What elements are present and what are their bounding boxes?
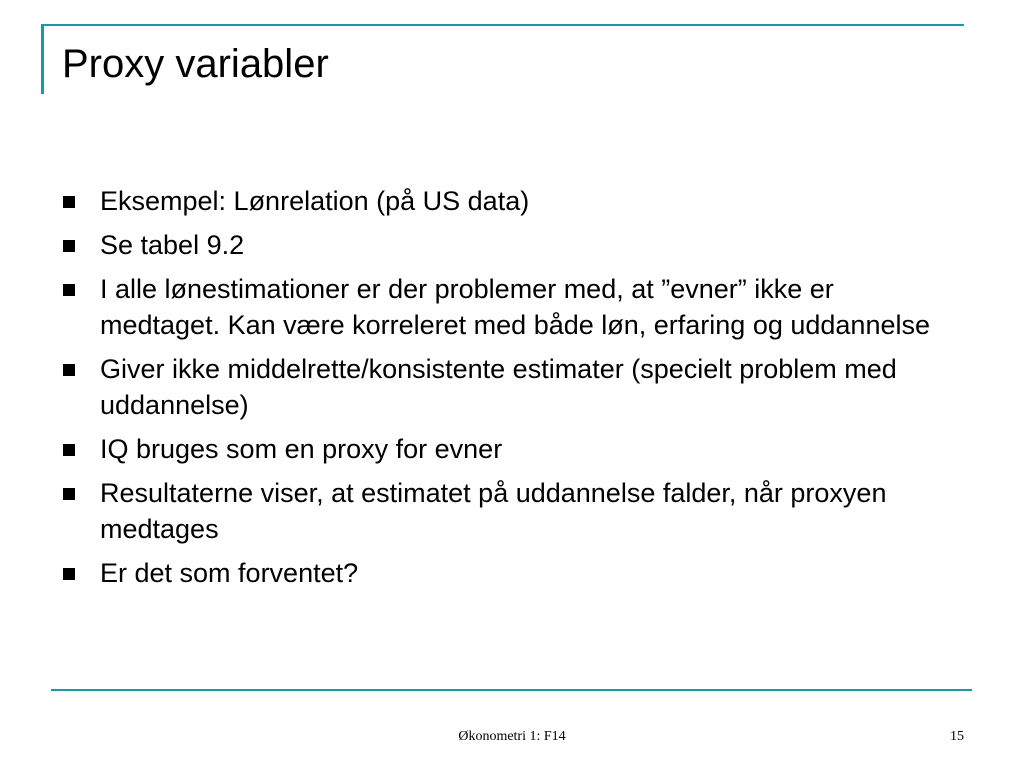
bullet-item [60, 475, 940, 547]
bullet-item [60, 227, 940, 263]
bullet-list [60, 183, 940, 599]
bullet-text: Giver ikke middelrette/konsistente estimater (specielt problem med uddannelse) [100, 354, 897, 420]
square-bullet-icon [63, 284, 75, 296]
bullet-item [60, 271, 940, 343]
square-bullet-icon [63, 444, 75, 456]
square-bullet-icon [63, 196, 75, 208]
bullet-item [60, 431, 940, 467]
page-number: 15 [950, 729, 964, 744]
slide-title: Proxy variabler [62, 42, 329, 86]
bullet-text: Se tabel 9.2 [100, 230, 245, 260]
title-accent-line-vertical [41, 24, 44, 94]
square-bullet-icon [63, 364, 75, 376]
bullet-text: I alle lønestimationer er der problemer med, at ”evner” ikke er medtaget. Kan være korreleret med både løn, erfaring og uddannelse [100, 274, 930, 340]
square-bullet-icon [63, 488, 75, 500]
bullet-text: Resultaterne viser, at estimatet på uddannelse falder, når proxyen medtages [100, 478, 887, 544]
bullet-item [60, 183, 940, 219]
square-bullet-icon [63, 240, 75, 252]
footer-divider [51, 689, 972, 691]
bullet-text: Er det som forventet? [100, 558, 359, 588]
bullet-text: Eksempel: Lønrelation (på US data) [100, 186, 530, 216]
bullet-item [60, 351, 940, 423]
title-accent-line-horizontal [41, 24, 964, 26]
footer-course-label: Økonometri 1: F14 [458, 729, 566, 744]
bullet-item [60, 555, 940, 591]
square-bullet-icon [63, 568, 75, 580]
bullet-text: IQ bruges som en proxy for evner [100, 434, 503, 464]
